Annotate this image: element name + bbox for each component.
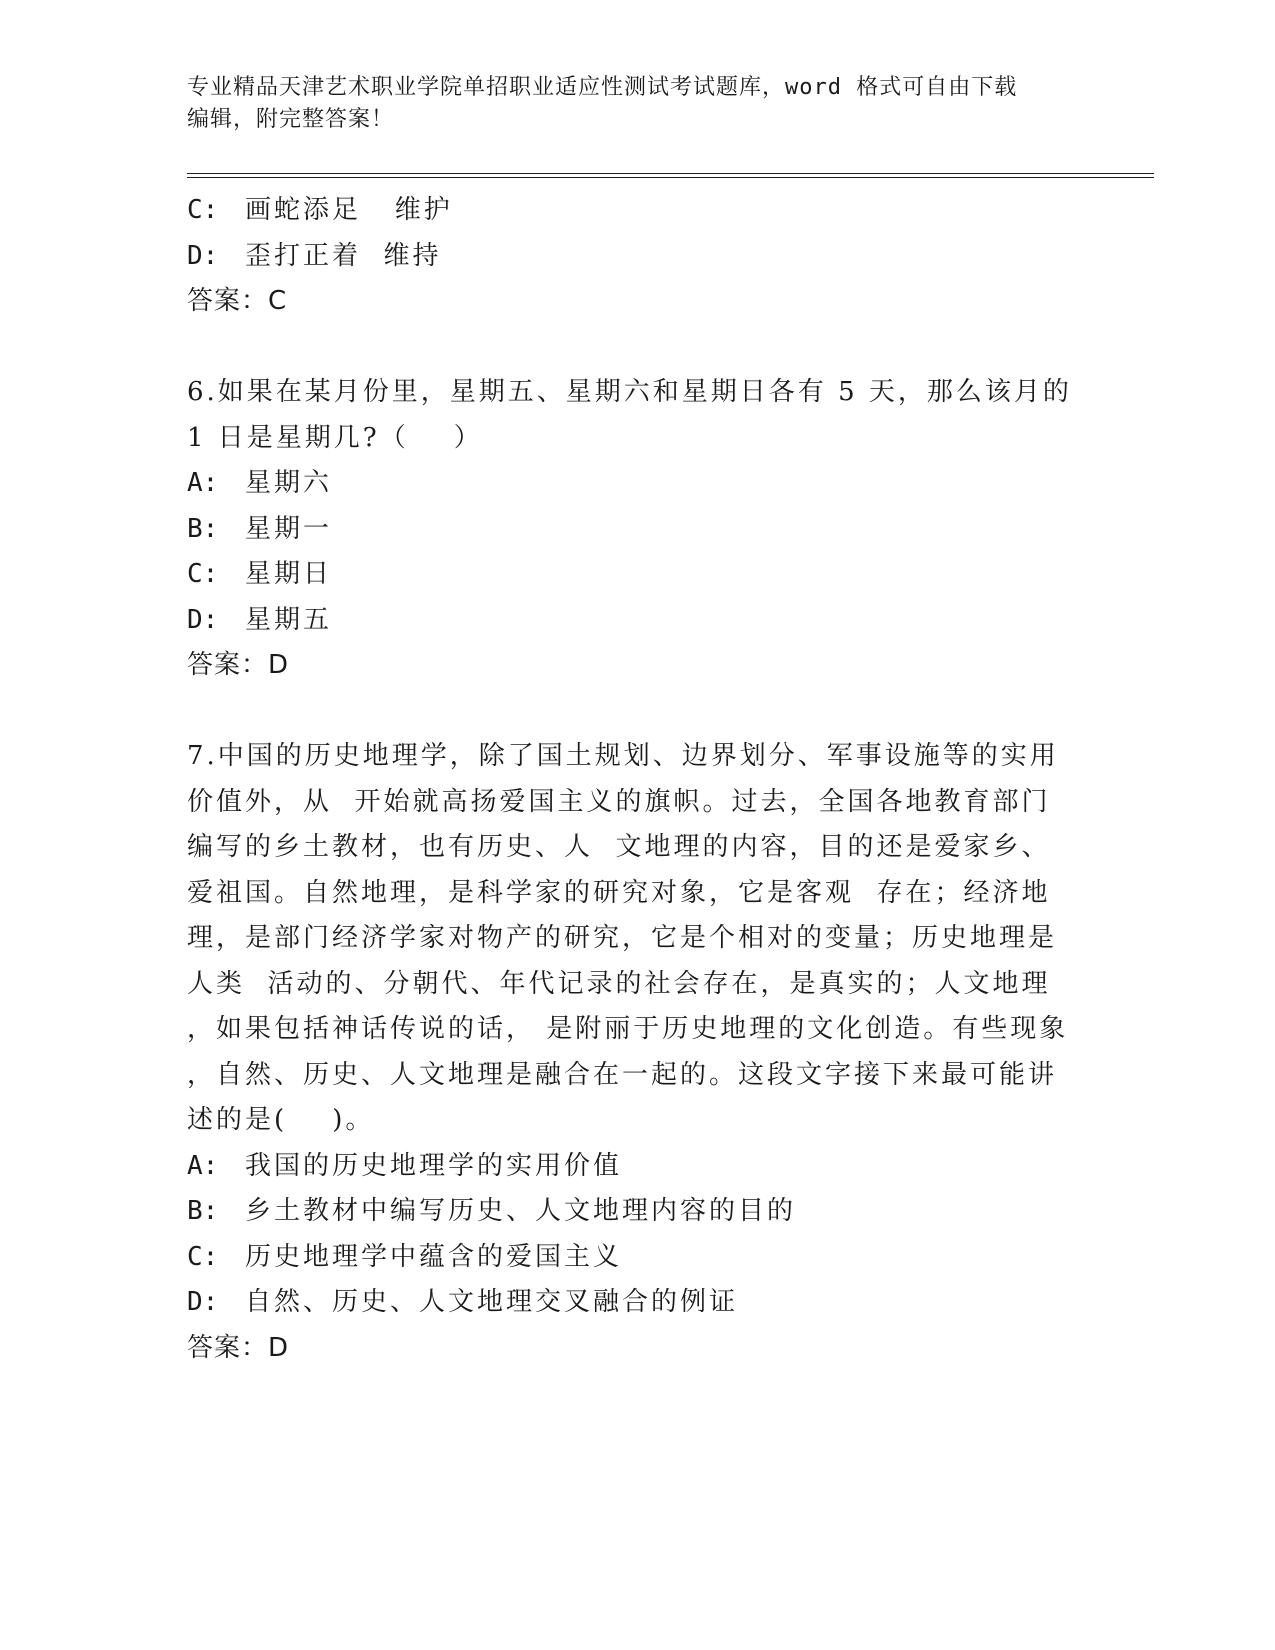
option-letter: A: (187, 1150, 219, 1181)
header-rule-bottom (187, 177, 1154, 178)
option-letter: C: (187, 1241, 219, 1272)
option-text: 自然、历史、人文地理交叉融合的例证 (245, 1287, 739, 1317)
question-text-line: 爱祖国。自然地理，是科学家的研究对象，它是客观 存在；经济地 (187, 877, 1051, 908)
question-text-line: 理，是部门经济学家对物产的研究，它是个相对的变量；历史地理是 (187, 923, 1058, 953)
option-text: 历史地理学中蕴含的爱国主义 (245, 1241, 623, 1272)
document-header (187, 72, 1087, 136)
option-a (187, 461, 1087, 507)
option-letter: D: (187, 604, 219, 635)
option-c (187, 1235, 1087, 1281)
option-text: 星期六 (245, 468, 333, 498)
answer-line: 答案：D (187, 1332, 290, 1363)
question-text-line: ，自然、历史、人文地理是融合在一起的。这段文字接下来最可能讲 (187, 1059, 1058, 1090)
question-text-line: 6.如果在某月份里，星期五、星期六和星期日各有 5 天，那么该月的 (187, 377, 1072, 407)
question-text-line: 述的是( )。 (187, 1105, 375, 1135)
option-letter: C: (187, 195, 219, 225)
question-text-line: 人类 活动的、分朝代、年代记录的社会存在，是真实的；人文地理 (187, 968, 1051, 999)
option-text: 画蛇添足 维护 (245, 195, 453, 225)
question-text-line: 1 日是星期几?（ ） (187, 422, 483, 453)
question-text-line: 7.中国的历史地理学，除了国土规划、边界划分、军事设施等的实用 (187, 741, 1059, 771)
question-text-line: ，如果包括神话传说的话， 是附丽于历史地理的文化创造。有些现象 (187, 1014, 1069, 1044)
spacer (187, 325, 1087, 371)
header-line-1: 专业精品天津艺术职业学院单招职业适应性测试考试题库，word 格式可自由下载 (187, 75, 1018, 100)
option-d (187, 1280, 1087, 1326)
question-6 (187, 370, 1087, 689)
document-body (187, 188, 1087, 1371)
option-letter: D: (187, 240, 219, 271)
option-text: 我国的历史地理学的实用价值 (245, 1150, 623, 1181)
option-text: 星期一 (245, 513, 333, 544)
option-letter: C: (187, 559, 219, 589)
option-letter: A: (187, 468, 219, 498)
option-letter: D: (187, 1287, 219, 1317)
header-rule-top (187, 173, 1154, 174)
option-letter: B: (187, 513, 219, 544)
option-b (187, 507, 1087, 553)
option-d (187, 598, 1087, 644)
option-c (187, 552, 1087, 598)
option-b (187, 1189, 1087, 1235)
header-line-2: 编辑，附完整答案！ (187, 107, 395, 132)
question-5-tail (187, 188, 1087, 325)
answer-line: 答案：C (187, 286, 288, 316)
question-7 (187, 734, 1087, 1371)
option-d (187, 234, 1087, 280)
question-text-line: 编写的乡土教材，也有历史、人 文地理的内容，目的还是爱家乡、 (187, 832, 1051, 862)
option-a (187, 1144, 1087, 1190)
option-text: 歪打正着 维持 (245, 240, 442, 271)
option-text: 星期五 (245, 604, 333, 635)
answer-line: 答案：D (187, 650, 290, 680)
option-letter: B: (187, 1196, 219, 1226)
option-text: 星期日 (245, 559, 333, 589)
spacer (187, 689, 1087, 735)
question-text-line: 价值外，从 开始就高扬爱国主义的旗帜。过去，全国各地教育部门 (187, 786, 1051, 817)
option-c (187, 188, 1087, 234)
option-text: 乡土教材中编写历史、人文地理内容的目的 (245, 1196, 797, 1226)
